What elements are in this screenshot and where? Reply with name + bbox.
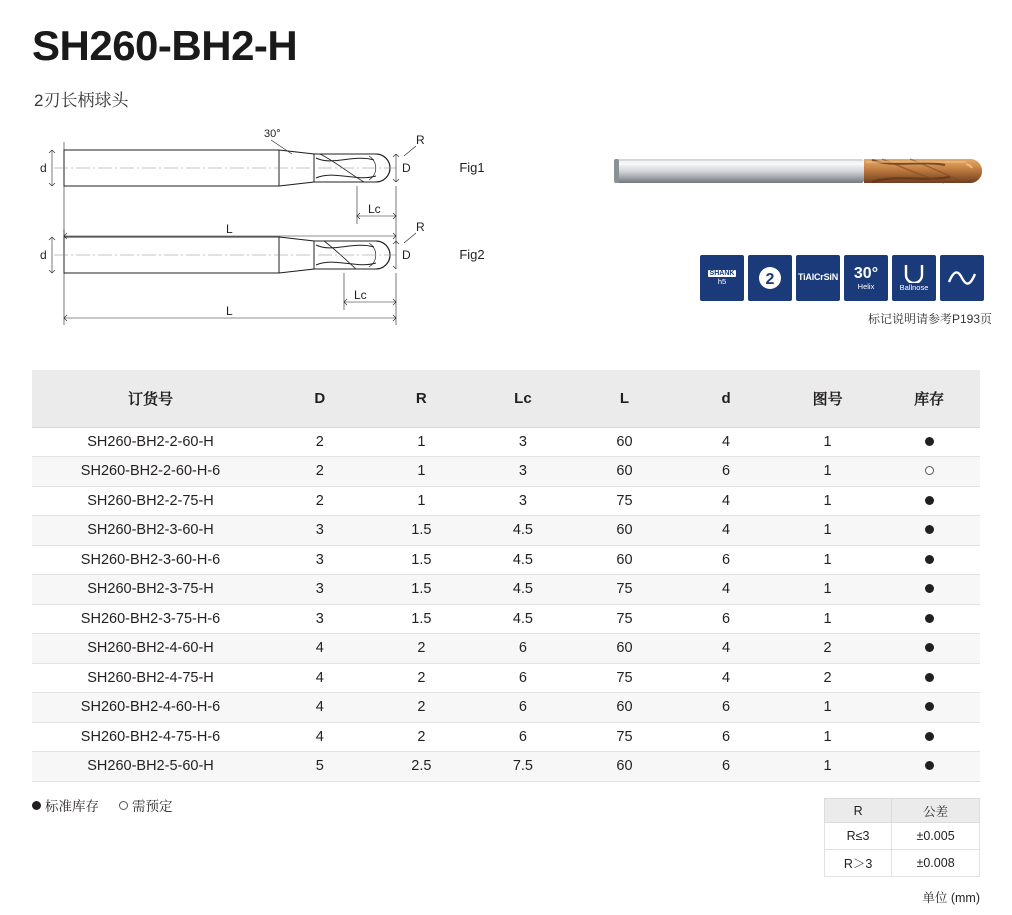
table-row: [32, 634, 980, 664]
cell-d: 6: [675, 752, 777, 782]
cell-fig: 1: [777, 516, 879, 546]
stock-dot-filled: [925, 525, 934, 534]
cell-fig: 1: [777, 486, 879, 516]
stock-dot-filled: [925, 732, 934, 741]
cell-L: 75: [574, 663, 676, 693]
cell-L: 75: [574, 575, 676, 605]
cell-order-no: SH260-BH2-5-60-H: [32, 752, 269, 782]
cell-Lc: 4.5: [472, 545, 574, 575]
cell-d: 6: [675, 604, 777, 634]
cell-Lc: 4.5: [472, 604, 574, 634]
cell-fig: 1: [777, 427, 879, 457]
header-R: R: [371, 370, 473, 427]
cell-Lc: 6: [472, 634, 574, 664]
helix-badge-value: 30°: [853, 264, 879, 282]
stock-dot-filled: [925, 702, 934, 711]
cell-order-no: SH260-BH2-3-75-H: [32, 575, 269, 605]
cell-fig: 1: [777, 693, 879, 723]
tolerance-header-R: R: [825, 799, 892, 823]
cell-L: 75: [574, 604, 676, 634]
stock-dot-filled: [925, 584, 934, 593]
wave-icon: [947, 268, 977, 288]
cell-Lc: 6: [472, 722, 574, 752]
cell-D: 2: [269, 486, 371, 516]
header-stock: 库存: [878, 370, 980, 427]
cell-R: 2: [371, 693, 473, 723]
shank-badge-top: SHANK: [709, 269, 735, 277]
cell-R: 1: [371, 486, 473, 516]
cell-d: 6: [675, 693, 777, 723]
cell-fig: 1: [777, 457, 879, 487]
cell-order-no: SH260-BH2-2-75-H: [32, 486, 269, 516]
dim-label-L-fig2: L: [226, 304, 233, 318]
cell-R: 1.5: [371, 545, 473, 575]
coating-badge: [796, 255, 840, 301]
cell-D: 4: [269, 663, 371, 693]
page-title: SH260-BH2-H: [32, 22, 298, 69]
cell-D: 3: [269, 545, 371, 575]
cell-stock: [878, 457, 980, 487]
table-row: [32, 752, 980, 782]
dim-label-L-fig1: L: [226, 222, 233, 236]
dim-label-angle-fig1: 30°: [264, 128, 281, 140]
cell-d: 4: [675, 486, 777, 516]
stock-dot-filled: [925, 673, 934, 682]
dim-label-R-fig2: R: [416, 220, 425, 234]
tolerance-cell-r: R≤3: [825, 823, 892, 850]
cell-R: 1.5: [371, 604, 473, 634]
header-D: D: [269, 370, 371, 427]
cell-stock: [878, 752, 980, 782]
cell-order-no: SH260-BH2-3-75-H-6: [32, 604, 269, 634]
cell-L: 60: [574, 545, 676, 575]
cell-fig: 1: [777, 722, 879, 752]
cell-D: 3: [269, 516, 371, 546]
header-d: d: [675, 370, 777, 427]
stock-dot-open: [925, 466, 934, 475]
tolerance-row: [825, 850, 980, 877]
stock-legend: [32, 795, 173, 815]
cell-d: 6: [675, 722, 777, 752]
table-row: [32, 486, 980, 516]
cell-D: 3: [269, 604, 371, 634]
cell-order-no: SH260-BH2-3-60-H-6: [32, 545, 269, 575]
header-fig: 图号: [777, 370, 879, 427]
fig2-label: Fig2: [459, 247, 485, 262]
material-badge: [940, 255, 984, 301]
cell-D: 2: [269, 457, 371, 487]
cell-Lc: 7.5: [472, 752, 574, 782]
stock-dot-filled: [925, 555, 934, 564]
cell-stock: [878, 427, 980, 457]
cell-order-no: SH260-BH2-4-75-H: [32, 663, 269, 693]
stock-dot-filled: [925, 437, 934, 446]
fig1-label: Fig1: [459, 160, 485, 175]
table-row: [32, 663, 980, 693]
cell-d: 6: [675, 457, 777, 487]
spec-table: [32, 370, 980, 782]
cell-L: 60: [574, 634, 676, 664]
cell-Lc: 6: [472, 663, 574, 693]
cell-R: 1.5: [371, 575, 473, 605]
stock-dot-filled: [925, 614, 934, 623]
cell-L: 60: [574, 752, 676, 782]
cell-stock: [878, 634, 980, 664]
tolerance-header-row: [825, 799, 980, 823]
cell-stock: [878, 693, 980, 723]
cell-stock: [878, 545, 980, 575]
cell-R: 2.5: [371, 752, 473, 782]
cell-d: 4: [675, 575, 777, 605]
feature-badges: [700, 255, 984, 301]
cell-R: 1.5: [371, 516, 473, 546]
helix-badge: [844, 255, 888, 301]
ballnose-badge: [892, 255, 936, 301]
cell-L: 60: [574, 427, 676, 457]
cell-D: 4: [269, 693, 371, 723]
tolerance-cell-value: ±0.008: [892, 850, 980, 877]
unit-note: 单位 (mm): [922, 891, 980, 905]
cell-stock: [878, 516, 980, 546]
cell-order-no: SH260-BH2-4-60-H: [32, 634, 269, 664]
header-order-no: 订货号: [32, 370, 269, 427]
cell-D: 4: [269, 722, 371, 752]
tolerance-table: [824, 798, 980, 877]
svg-text:2: 2: [765, 271, 775, 288]
cell-D: 4: [269, 634, 371, 664]
legend-standard-label: 标准库存: [45, 799, 99, 814]
cell-Lc: 3: [472, 457, 574, 487]
cell-L: 75: [574, 486, 676, 516]
shank-badge-bottom: h5: [717, 277, 727, 287]
table-row: [32, 604, 980, 634]
ballnose-badge-label: Ballnose: [899, 283, 929, 293]
cell-Lc: 3: [472, 486, 574, 516]
cell-R: 1: [371, 427, 473, 457]
dim-label-R-fig1: R: [416, 133, 425, 147]
table-row: [32, 545, 980, 575]
coating-badge-label: TiAlCrSiN: [797, 272, 839, 283]
cell-fig: 2: [777, 634, 879, 664]
table-row: [32, 457, 980, 487]
shank-badge: [700, 255, 744, 301]
cell-L: 75: [574, 722, 676, 752]
legend-preorder-label: 需预定: [132, 799, 173, 814]
helix-badge-label: Helix: [857, 282, 875, 292]
cell-R: 2: [371, 663, 473, 693]
table-row: [32, 722, 980, 752]
dim-label-Lc-fig2: Lc: [354, 288, 367, 302]
legend-dot-open: [119, 801, 128, 810]
cell-d: 4: [675, 516, 777, 546]
cell-Lc: 4.5: [472, 516, 574, 546]
cell-d: 4: [675, 427, 777, 457]
cell-D: 5: [269, 752, 371, 782]
page-subtitle: 2刃长柄球头: [34, 91, 129, 110]
spec-table-container: [32, 370, 980, 782]
header-Lc: Lc: [472, 370, 574, 427]
cell-R: 2: [371, 634, 473, 664]
tolerance-header-tol: 公差: [892, 799, 980, 823]
cell-stock: [878, 486, 980, 516]
stock-dot-filled: [925, 643, 934, 652]
technical-drawings: [24, 120, 494, 340]
tolerance-table-body: [825, 823, 980, 877]
cell-fig: 1: [777, 575, 879, 605]
cell-stock: [878, 604, 980, 634]
tolerance-row: [825, 823, 980, 850]
flutes-icon: [757, 265, 783, 291]
table-row: [32, 693, 980, 723]
cell-fig: 1: [777, 752, 879, 782]
cell-R: 1: [371, 457, 473, 487]
ballnose-icon: [901, 263, 927, 283]
cell-D: 2: [269, 427, 371, 457]
legend-dot-filled: [32, 801, 41, 810]
cell-stock: [878, 575, 980, 605]
dim-label-d-fig1: d: [40, 161, 47, 175]
flutes-badge: [748, 255, 792, 301]
table-header-row: [32, 370, 980, 427]
dim-label-D-fig2: D: [402, 248, 411, 262]
tolerance-cell-r: R＞3: [825, 850, 892, 877]
table-row: [32, 575, 980, 605]
cell-L: 60: [574, 693, 676, 723]
cell-order-no: SH260-BH2-2-60-H: [32, 427, 269, 457]
header-L: L: [574, 370, 676, 427]
stock-dot-filled: [925, 496, 934, 505]
cell-fig: 1: [777, 545, 879, 575]
spec-table-body: [32, 427, 980, 781]
cell-fig: 1: [777, 604, 879, 634]
product-photo: [610, 140, 992, 202]
cell-stock: [878, 722, 980, 752]
stock-dot-filled: [925, 761, 934, 770]
mark-note: 标记说明请参考P193页: [867, 312, 992, 326]
cell-Lc: 4.5: [472, 575, 574, 605]
cell-L: 60: [574, 516, 676, 546]
cell-fig: 2: [777, 663, 879, 693]
table-row: [32, 516, 980, 546]
cell-order-no: SH260-BH2-4-60-H-6: [32, 693, 269, 723]
dim-label-d-fig2: d: [40, 248, 47, 262]
cell-order-no: SH260-BH2-2-60-H-6: [32, 457, 269, 487]
cell-d: 6: [675, 545, 777, 575]
tolerance-cell-value: ±0.005: [892, 823, 980, 850]
cell-order-no: SH260-BH2-3-60-H: [32, 516, 269, 546]
cell-order-no: SH260-BH2-4-75-H-6: [32, 722, 269, 752]
cell-Lc: 6: [472, 693, 574, 723]
dim-label-D-fig1: D: [402, 161, 411, 175]
dim-label-Lc-fig1: Lc: [368, 202, 381, 216]
cell-D: 3: [269, 575, 371, 605]
cell-d: 4: [675, 663, 777, 693]
cell-Lc: 3: [472, 427, 574, 457]
table-row: [32, 427, 980, 457]
cell-d: 4: [675, 634, 777, 664]
cell-L: 60: [574, 457, 676, 487]
cell-R: 2: [371, 722, 473, 752]
cell-stock: [878, 663, 980, 693]
tolerance-table-container: [824, 798, 980, 877]
